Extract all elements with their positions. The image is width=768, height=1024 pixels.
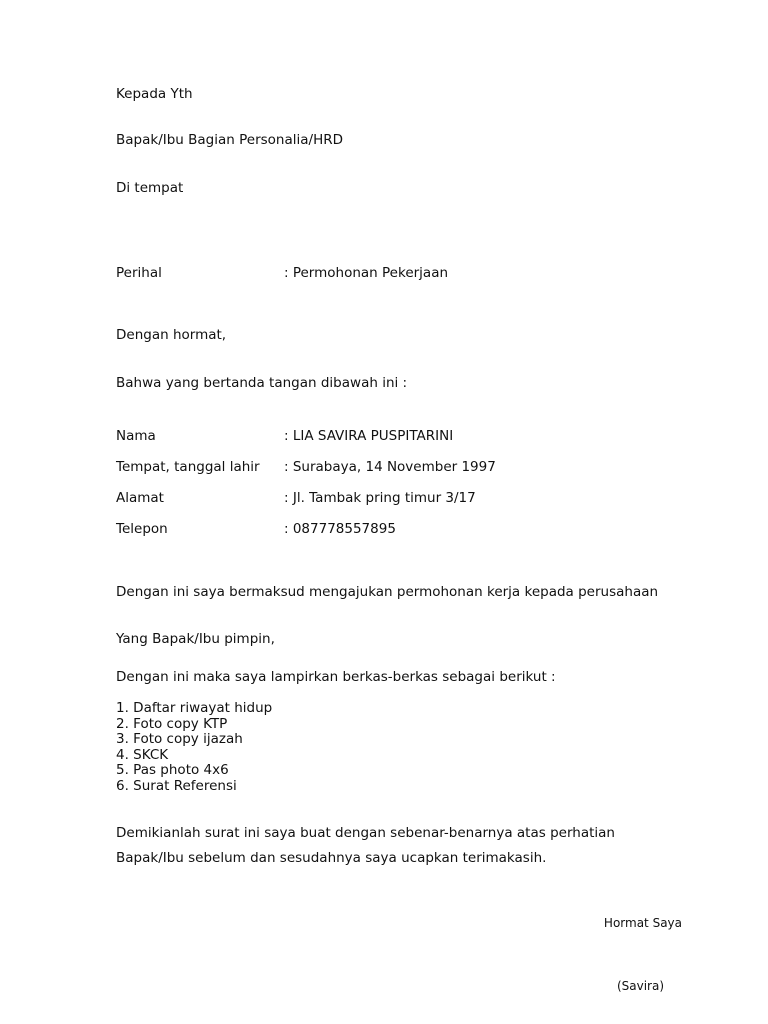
list-item: 5. Pas photo 4x6 bbox=[116, 762, 229, 779]
applicant-field-label: Tempat, tanggal lahir bbox=[116, 459, 260, 475]
body-line-1: Dengan ini saya bermaksud mengajukan permohonan kerja kepada perusahaan bbox=[116, 584, 659, 600]
recipient-place: Di tempat bbox=[116, 180, 184, 196]
sign-off: Hormat Saya bbox=[603, 916, 682, 930]
list-item: 3. Foto copy ijazah bbox=[116, 731, 243, 748]
closing-line-1: Demikianlah surat ini saya buat dengan sebenar-benarnya atas perhatian bbox=[116, 825, 615, 841]
applicant-phone-row bbox=[116, 521, 396, 537]
intro-text: Bahwa yang bertanda tangan dibawah ini : bbox=[116, 375, 408, 391]
recipient-department: Bapak/Ibu Bagian Personalia/HRD bbox=[116, 132, 344, 148]
subject-row bbox=[116, 265, 448, 281]
signature: (Savira) bbox=[616, 979, 664, 993]
body-line-2: Yang Bapak/Ibu pimpin, bbox=[116, 631, 275, 647]
applicant-field-label: Telepon bbox=[116, 521, 168, 537]
closing-line-2: Bapak/Ibu sebelum dan sesudahnya saya ucapkan terimakasih. bbox=[116, 850, 547, 866]
applicant-birth-row bbox=[116, 459, 496, 475]
recipient-to: Kepada Yth bbox=[116, 86, 193, 102]
list-item: 6. Surat Referensi bbox=[116, 777, 237, 794]
greeting: Dengan hormat, bbox=[116, 327, 227, 343]
subject-label: Perihal bbox=[116, 265, 162, 281]
list-item: 2. Foto copy KTP bbox=[116, 715, 228, 732]
applicant-field-label: Alamat bbox=[116, 490, 164, 506]
applicant-field-label: Nama bbox=[116, 428, 156, 444]
attachments-intro: Dengan ini maka saya lampirkan berkas-berkas sebagai berikut : bbox=[116, 669, 556, 685]
applicant-name-row bbox=[116, 428, 453, 444]
attachments-list bbox=[116, 701, 272, 795]
applicant-address-row bbox=[116, 490, 476, 506]
list-item: 1. Daftar riwayat hidup bbox=[116, 700, 273, 716]
applicant-field-value: : Jl. Tambak pring timur 3/17 bbox=[284, 490, 476, 506]
list-item: 4. SKCK bbox=[116, 746, 169, 763]
subject-value: : Permohonan Pekerjaan bbox=[284, 265, 449, 281]
applicant-field-value: : Surabaya, 14 November 1997 bbox=[284, 459, 496, 475]
applicant-field-value: : 087778557895 bbox=[284, 521, 396, 537]
applicant-field-value: : LIA SAVIRA PUSPITARINI bbox=[284, 428, 454, 444]
